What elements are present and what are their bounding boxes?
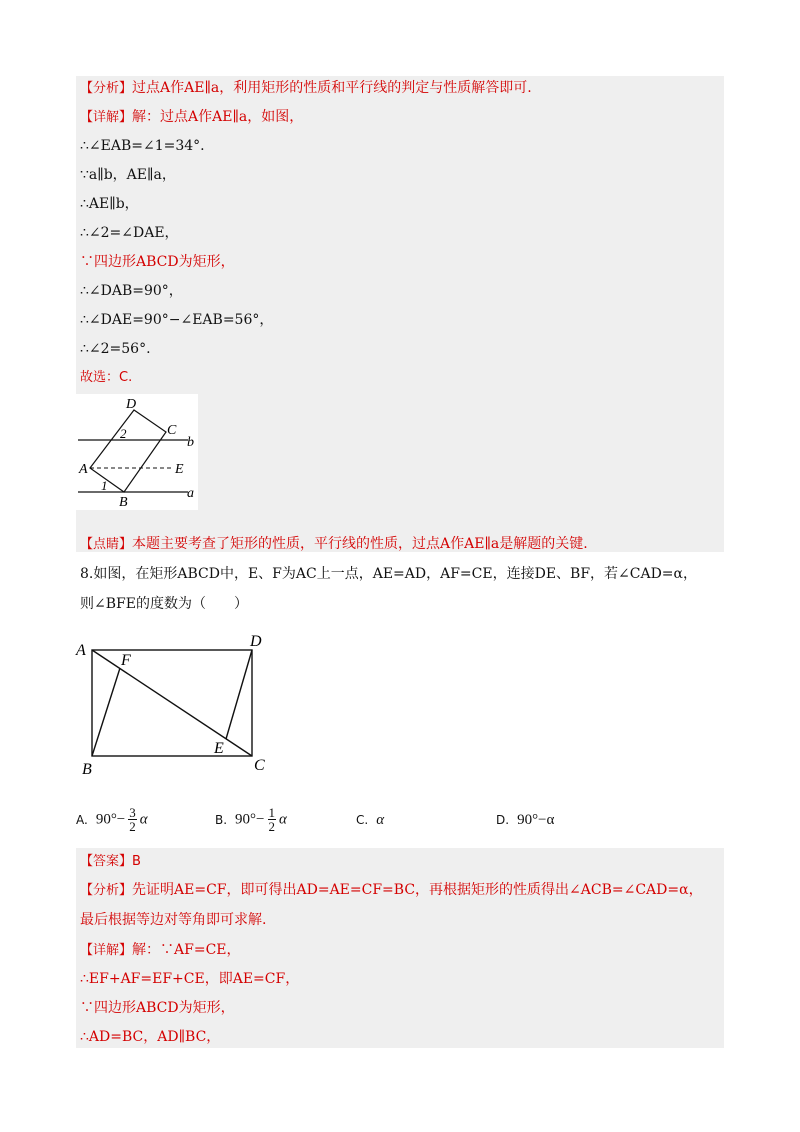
fig1-label-b-line: b — [187, 435, 194, 450]
fig1-label-a-point: A — [79, 462, 88, 477]
detail2-step-3: ∴AD=BC，AD∥BC， — [80, 1029, 221, 1045]
option-d-label: D. — [496, 813, 510, 827]
fig1-label-c: C — [167, 423, 177, 438]
option-c-text: α — [376, 812, 385, 828]
option-a[interactable] — [76, 806, 148, 833]
option-b-numerator: 1 — [268, 805, 276, 820]
fig2-label-e: E — [214, 740, 224, 757]
fig2-label-d: D — [250, 633, 262, 650]
answer-tag: 【答案】 — [80, 854, 133, 869]
analysis-line — [80, 78, 532, 99]
fig1-angle-1: 1 — [101, 478, 108, 493]
step-8: ∴∠2=56°. — [80, 341, 151, 357]
detail2-line — [80, 940, 241, 961]
detail2-step-1: ∴EF+AF=EF+CE，即AE=CF， — [80, 971, 300, 987]
fig1-angle-2: 2 — [120, 426, 127, 441]
question-line-2: 则∠BFE的度数为（ ） — [80, 596, 248, 612]
fig2-label-a: A — [76, 642, 86, 659]
step-1: ∴∠EAB=∠1=34°. — [80, 138, 205, 154]
detail-line — [80, 107, 303, 128]
step-7: ∴∠DAE=90°−∠EAB=56°， — [80, 312, 274, 328]
option-a-prefix: 90°− — [95, 811, 126, 828]
option-c[interactable] — [356, 810, 384, 830]
option-d[interactable] — [496, 810, 554, 830]
step-3: ∴AE∥b， — [80, 196, 139, 212]
step-2: ∵a∥b，AE∥a， — [80, 167, 176, 183]
fig1-label-b-point: B — [119, 495, 128, 510]
question-line-1: 8.如图，在矩形ABCD中，E、F为AC上一点，AE=AD，AF=CE，连接DE、BF，若∠CAD=α， — [80, 566, 697, 582]
detail2-text: 解：∵AF=CE， — [132, 942, 241, 958]
analysis2-line-2: 最后根据等边对等角即可求解. — [80, 912, 267, 928]
answer-value: B — [132, 854, 141, 869]
comment-text: 本题主要考查了矩形的性质，平行线的性质，过点A作AE∥a是解题的关键. — [132, 536, 588, 552]
step-6: ∴∠DAB=90°， — [80, 283, 183, 299]
figure-parallel-lines — [76, 394, 198, 510]
option-d-text: 90°−α — [517, 812, 555, 828]
option-b-suffix: α — [279, 811, 287, 828]
option-a-label: A. — [76, 812, 88, 827]
segment-de — [226, 650, 252, 739]
option-b-fraction — [268, 806, 277, 833]
analysis2-line-1 — [80, 880, 703, 901]
analysis-text: 过点A作AE∥a，利用矩形的性质和平行线的判定与性质解答即可. — [132, 80, 532, 96]
fig1-label-d: D — [126, 397, 137, 412]
comment-tag: 【点睛】 — [80, 537, 133, 552]
option-c-label: C. — [356, 813, 369, 827]
detail2-tag: 【详解】 — [80, 943, 133, 958]
option-a-denominator: 2 — [129, 819, 136, 834]
detail2-step-2: ∵四边形ABCD为矩形， — [80, 1000, 235, 1016]
option-a-fraction — [128, 806, 137, 833]
step-4: ∴∠2=∠DAE， — [80, 225, 179, 241]
figure-rectangle-abcd — [70, 628, 280, 778]
option-b[interactable] — [215, 806, 287, 833]
diagonal-ac — [92, 650, 252, 756]
analysis2-tag: 【分析】 — [80, 883, 133, 898]
fig1-label-a-line: a — [187, 486, 194, 501]
option-b-label: B. — [215, 812, 228, 827]
fig2-label-f: F — [121, 652, 131, 669]
choice-line: 故选：C. — [80, 370, 133, 385]
option-a-numerator: 3 — [129, 805, 136, 820]
analysis-tag: 【分析】 — [80, 81, 133, 96]
option-b-denominator: 2 — [268, 819, 276, 834]
option-b-prefix: 90°− — [235, 811, 265, 828]
analysis2-text-1: 先证明AE=CF，即可得出AD=AE=CF=BC，再根据矩形的性质得出∠ACB=∠CAD=α， — [132, 882, 703, 898]
answer-line — [80, 851, 141, 872]
step-5: ∵四边形ABCD为矩形， — [80, 254, 235, 270]
detail-tag: 【详解】 — [80, 110, 133, 125]
fig2-label-b: B — [82, 761, 92, 778]
comment-line — [80, 534, 588, 555]
fig2-label-c: C — [254, 757, 265, 774]
option-a-suffix: α — [139, 811, 148, 828]
segment-bf — [92, 668, 120, 756]
detail-text: 解：过点A作AE∥a，如图， — [132, 109, 304, 125]
fig1-label-e: E — [175, 462, 184, 477]
